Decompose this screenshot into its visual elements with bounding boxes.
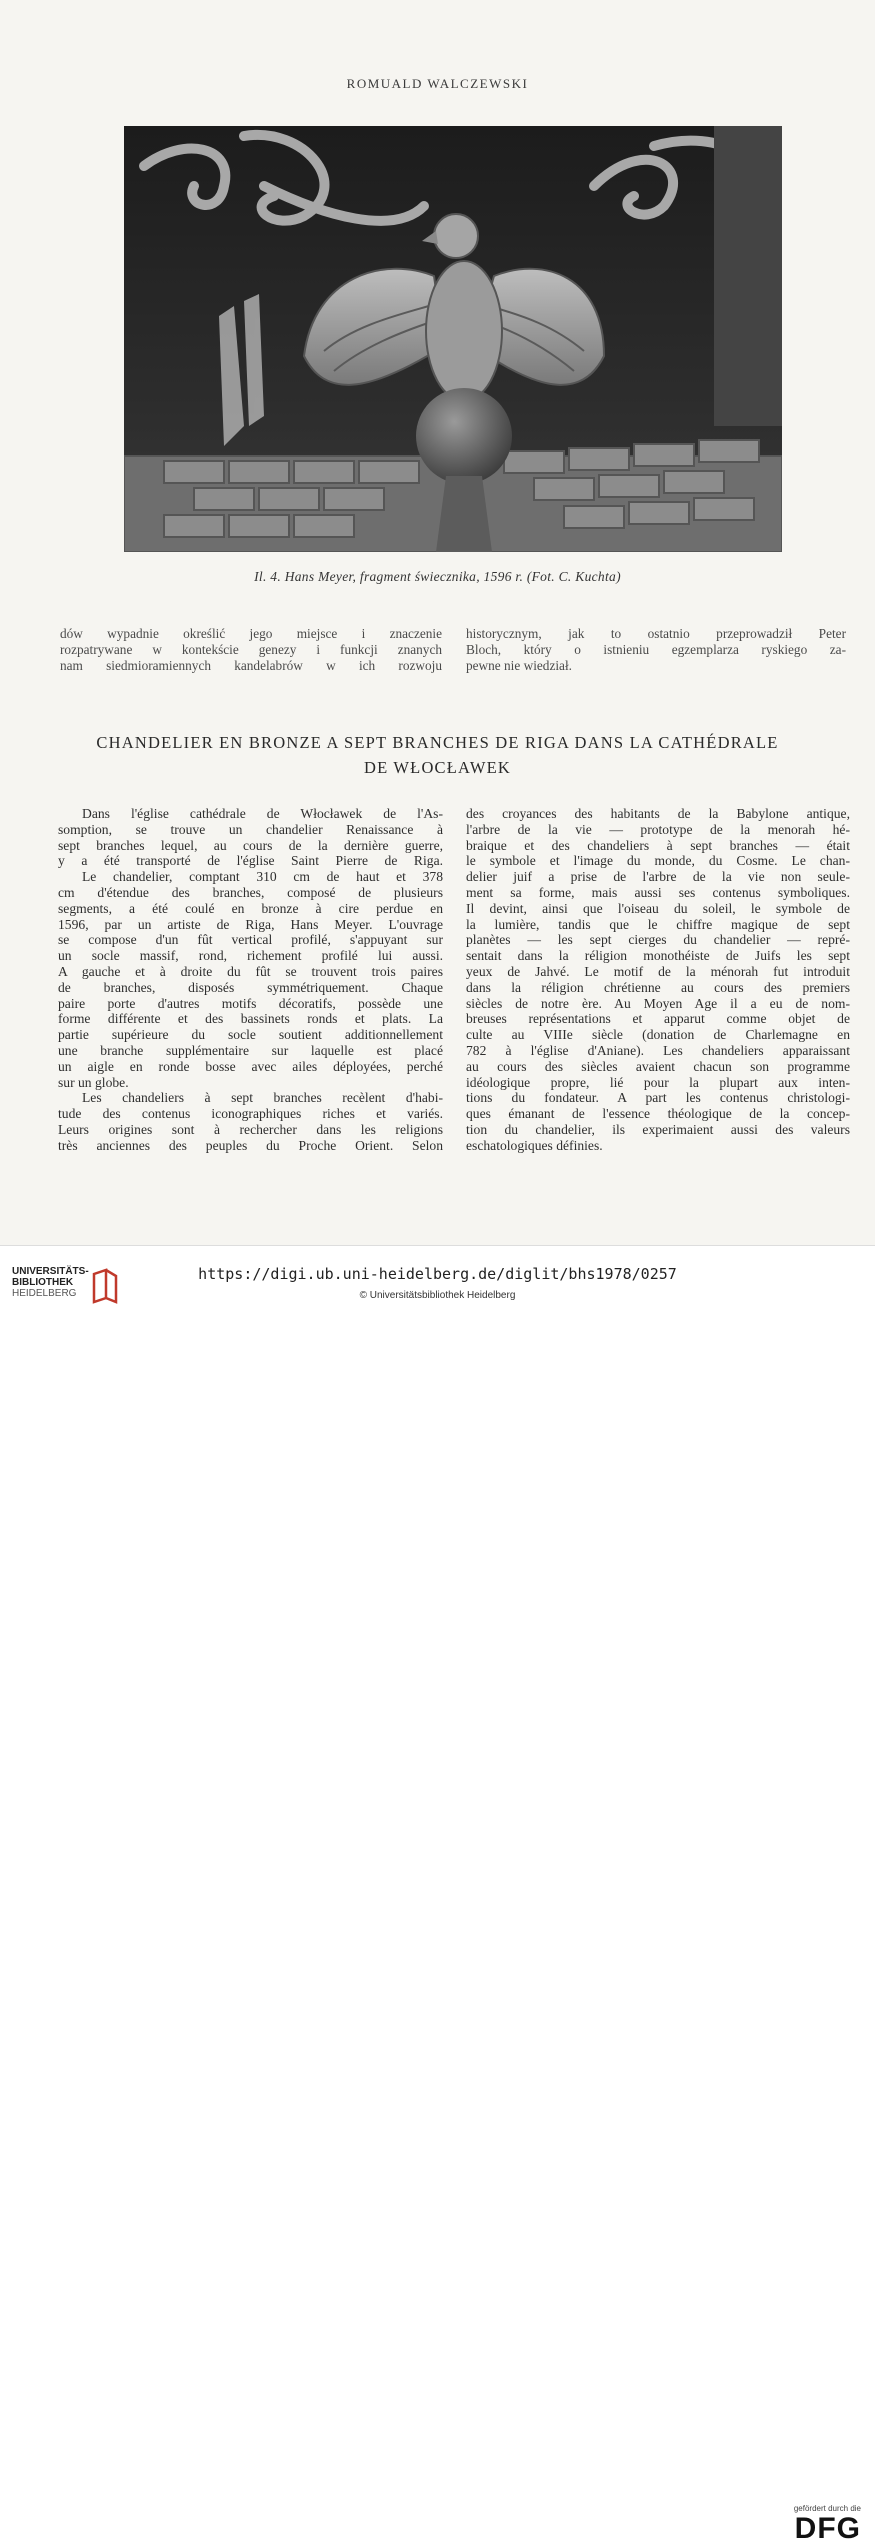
text-line: yeux de Jahvé. Le motif de la ménorah fut introduit xyxy=(466,963,850,979)
funded-by-label: gefördert durch die xyxy=(793,2504,861,2513)
text-line: Bloch, który o istnieniu egzemplarza ryskiego za- xyxy=(466,642,846,658)
text-line: culte au VIIIe siècle (donation de Charlemagne en xyxy=(466,1027,850,1043)
text-line: sur un globe. xyxy=(58,1074,129,1090)
text-line: cm d'étendue des branches, composé de plusieurs xyxy=(58,884,443,900)
text-line: la lumière, tandis que le chiffre magique de sept xyxy=(466,916,850,932)
text-line: nam siedmioramiennych kandelabrów w ich rozwoju xyxy=(60,658,442,674)
text-line: forme différente et des bassinets ronds et plats. La xyxy=(58,1011,443,1027)
text-line: un socle massif, rond, richement profilé lui aussi. xyxy=(58,948,443,964)
dfg-logo[interactable] xyxy=(794,2504,861,2545)
text-line: 782 à l'église d'Aniane). Les chandeliers apparaissant xyxy=(466,1042,850,1058)
text-line: Dans l'église cathédrale de Włocławek de l'As- xyxy=(82,806,443,821)
text-line: delier juif a prise de l'arbre de la vie non seule- xyxy=(466,869,850,885)
text-line: sept branches lequel, au cours de la dernière guerre, xyxy=(58,837,443,853)
text-line: dów wypadnie określić jego miejsce i znaczenie xyxy=(60,626,442,641)
library-name-line3: HEIDELBERG xyxy=(12,1288,77,1299)
text-line: ques émanant de l'essence théologique de la concep- xyxy=(466,1106,850,1122)
text-line: dans la réligion chrétienne au cours des premiers xyxy=(466,979,850,995)
text-line: braique et des chandeliers à sept branches — était xyxy=(466,837,850,853)
text-line: des croyances des habitants de la Babylone antique, xyxy=(466,806,850,821)
text-line: le symbole et l'image du monde, du Cosme. Le chan- xyxy=(466,853,850,869)
eagle-photo-illustration xyxy=(124,126,782,552)
text-line: partie supérieure du socle soutient additionnellement xyxy=(58,1027,443,1043)
text-line: somption, se trouve un chandelier Renaissance à xyxy=(58,821,443,837)
text-line: Leurs origines sont à rechercher dans les religions xyxy=(58,1121,443,1137)
running-head: ROMUALD WALCZEWSKI xyxy=(346,76,529,91)
text-line: tion du chandelier, ils experimaient aussi des valeurs xyxy=(466,1121,850,1137)
library-name-line2: BIBLIOTHEK xyxy=(12,1277,74,1288)
copyright-notice: © Universitätsbibliothek Heidelberg xyxy=(359,1290,516,1301)
text-line: de branches, disposés symmétriquement. Chaque xyxy=(58,979,443,995)
article-title-line2: DE WŁOCŁAWEK xyxy=(363,758,512,777)
text-line: ment sa forme, mais aussi ses contenus symboliques. xyxy=(466,884,850,900)
article-title xyxy=(40,730,835,780)
text-line: A gauche et à droite du fût se trouvent trois paires xyxy=(58,963,443,979)
text-line: 1596, par un artiste de Riga, Hans Meyer. L'ouvrage xyxy=(58,916,443,932)
text-line: sentait dans la réligion monothéiste de Juifs les sept xyxy=(466,948,850,964)
french-text-right xyxy=(466,806,850,1154)
text-line: très anciennes des peuples du Proche Orient. Selon xyxy=(58,1137,443,1153)
polish-text-left xyxy=(60,626,442,675)
text-line: idéologique propre, lié pour la plupart aux inten- xyxy=(466,1074,850,1090)
text-line: tions du fondateur. A part les contenus christologi- xyxy=(466,1090,850,1106)
text-line: un aigle en ronde bosse avec ailes déployées, perché xyxy=(58,1058,443,1074)
text-line: pewne nie wiedział. xyxy=(466,658,572,674)
text-line: historycznym, jak to ostatnio przeprowadził Peter xyxy=(466,626,846,641)
text-line: siècles de notre ère. Au Moyen Age il a eu de nom- xyxy=(466,995,850,1011)
figure-photo xyxy=(124,126,782,552)
text-line: au cours des siècles avaient chacun son programme xyxy=(466,1058,850,1074)
text-line: Le chandelier, comptant 310 cm de haut et 378 xyxy=(82,869,443,885)
text-line: Les chandeliers à sept branches recèlent d'habi- xyxy=(82,1090,443,1106)
text-line: une branche supplémentaire sur laquelle est placé xyxy=(58,1042,443,1058)
text-line: rozpatrywane w kontekście genezy i funkcji znanych xyxy=(60,642,442,658)
text-line: paire porte d'autres motifs décoratifs, possède une xyxy=(58,995,443,1011)
text-line: breuses représentations et apparut comme objet de xyxy=(466,1011,850,1027)
text-line: y a été transporté de l'église Saint Pierre de Riga. xyxy=(58,853,443,869)
figure-caption: Il. 4. Hans Meyer, fragment świecznika, 1596 r. (Fot. C. Kuchta) xyxy=(254,569,621,584)
article-title-line1: CHANDELIER EN BRONZE A SEPT BRANCHES DE RIGA DANS LA CATHÉDRALE xyxy=(96,733,779,752)
text-line: eschatologiques définies. xyxy=(466,1137,603,1153)
french-text-left xyxy=(58,806,443,1154)
text-line: Il devint, ainsi que l'oiseau du soleil, le symbole de xyxy=(466,900,850,916)
library-name-line1: UNIVERSITÄTS- xyxy=(12,1266,89,1277)
text-line: l'arbre de la vie — prototype de la menorah hé- xyxy=(466,821,850,837)
polish-text-right xyxy=(466,626,846,675)
scanned-page xyxy=(0,0,875,1245)
text-line: tude des contenus iconographiques riches et variés. xyxy=(58,1106,443,1122)
text-line: se compose d'un fût vertical profilé, s'appuyant sur xyxy=(58,932,443,948)
dfg-wordmark: DFG xyxy=(794,2512,861,2545)
permalink-url[interactable]: https://digi.ub.uni-heidelberg.de/diglit/bhs1978/0257 xyxy=(198,1265,677,1283)
text-line: segments, a été coulé en bronze à cire perdue en xyxy=(58,900,443,916)
text-line: planètes — les sept cierges du chandelier — repré- xyxy=(466,932,850,948)
